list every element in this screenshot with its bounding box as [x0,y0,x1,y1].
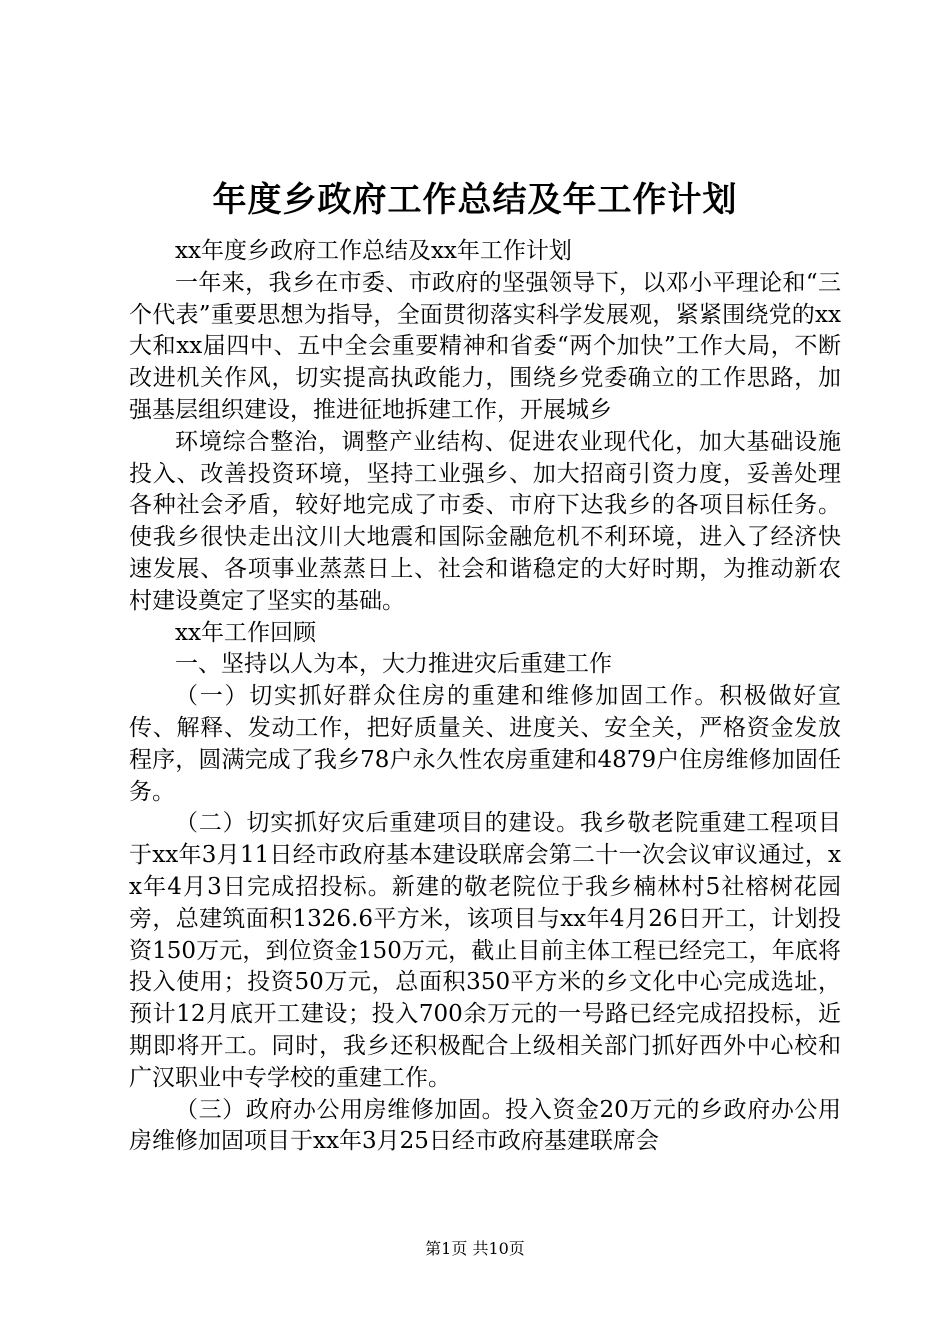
section-heading-review: xx年工作回顾 [175,619,316,646]
document-body [129,236,841,1158]
paragraph-intro: 一年来，我乡在市委、市政府的坚强领导下，以邓小平理论和“三个代表”重要思想为指导，全面贯彻落实科学发展观，紧紧围绕党的xx大和xx届四中、五中全会重要精神和省委“两个加快”工作大局，不断改进机关作风，切实提高执政能力，围绕乡党委确立的工作思路，加强基层组织建设，推进征地拆建工作，开展城乡 [129,269,841,423]
paragraph-housing: （一）切实抓好群众住房的重建和维修加固工作。积极做好宣传、解释、发动工作，把好质量关、进度关、安全关，严格资金发放程序，圆满完成了我乡78户永久性农房重建和4879户住房维修加固任务。 [129,683,841,805]
paragraph-intro-continued: 环境综合整治，调整产业结构、促进农业现代化，加大基础设施投入、改善投资环境，坚持工业强乡、加大招商引资力度，妥善处理各种社会矛盾，较好地完成了市委、市府下达我乡的各项目标任务。使我乡很快走出汶川大地震和国际金融危机不利环境，进入了经济快速发展、各项事业蒸蒸日上、社会和谐稳定的大好时期，为推动新农村建设奠定了坚实的基础。 [129,428,841,614]
section-heading-reconstruction: 一、坚持以人为本，大力推进灾后重建工作 [175,651,612,678]
paragraph-projects: （二）切实抓好灾后重建项目的建设。我乡敬老院重建工程项目于xx年3月11日经市政府基本建设联席会第二十一次会议审议通过，xx年4月3日完成招投标。新建的敬老院位于我乡楠林村5社榕树花园旁，总建筑面积1326.6平方米，该项目与xx年4月26日开工，计划投资150万元，到位资金150万元，截止目前主体工程已经完工，年底将投入使用；投资50万元，总面积350平方米的乡文化中心完成选址，预计12月底开工建设；投入700余万元的一号路已经完成招投标，近期即将开工。同时，我乡还积极配合上级相关部门抓好西外中心校和广汉职业中专学校的重建工作。 [129,810,841,1091]
document-title: 年度乡政府工作总结及年工作计划 [212,180,738,220]
page-number-footer: 第1页 共10页 [425,1239,525,1258]
paragraph-subtitle: xx年度乡政府工作总结及xx年工作计划 [175,238,572,264]
paragraph-office: （三）政府办公用房维修加固。投入资金20万元的乡政府办公用房维修加固项目于xx年3月25日经市政府基建联席会 [129,1096,841,1155]
